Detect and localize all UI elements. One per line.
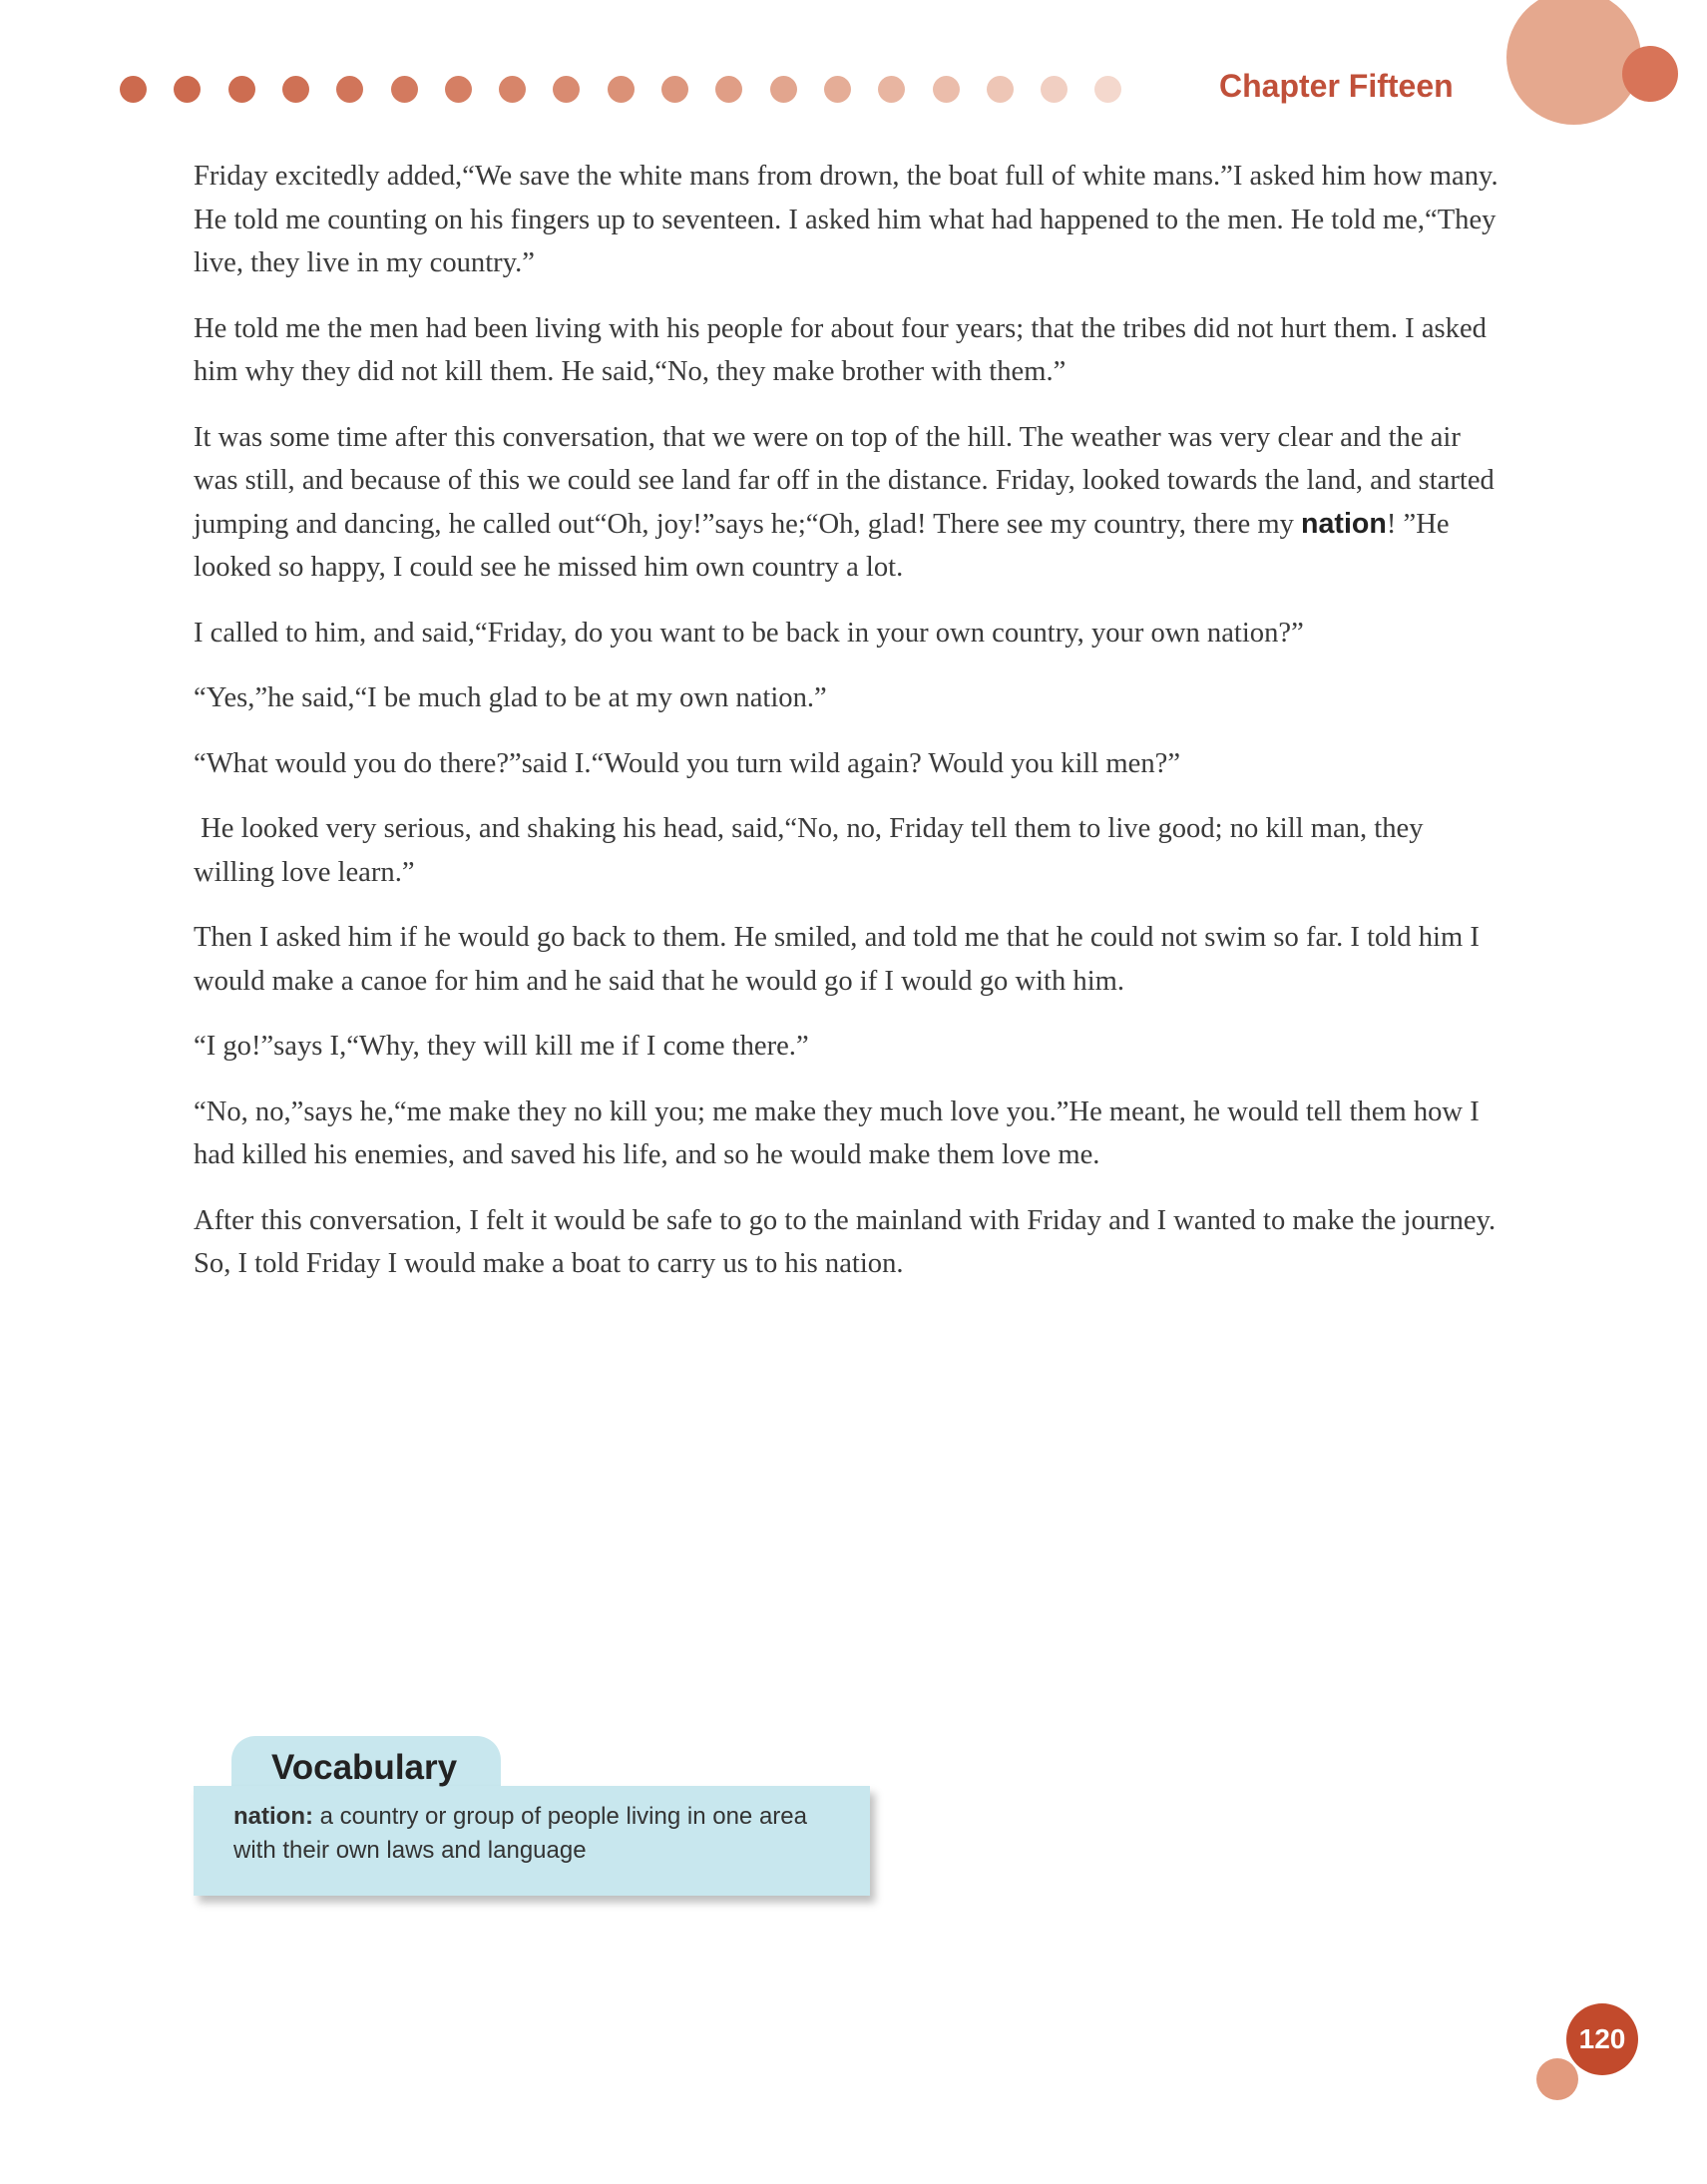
decorative-dot	[336, 76, 363, 103]
decorative-dot	[391, 76, 418, 103]
decorative-dot	[282, 76, 309, 103]
decorative-dot	[1041, 76, 1067, 103]
vocabulary-definition-text: a country or group of people living in one area with their own laws and language	[233, 1803, 807, 1864]
decorative-dot	[174, 76, 201, 103]
decorative-circle-footer	[1536, 2058, 1578, 2100]
paragraph: “No, no,”says he,“me make they no kill you; me make they much love you.”He meant, he would tell them how I had killed his enemies, and saved his life, and so he would make them love me.	[194, 1095, 1480, 1170]
paragraph: “I go!”says I,“Why, they will kill me if I come there.”	[194, 1031, 809, 1062]
decorative-dot	[553, 76, 580, 103]
paragraph: “What would you do there?”said I.“Would you turn wild again? Would you kill men?”	[194, 747, 1181, 779]
decorative-dot	[987, 76, 1014, 103]
decorative-dot	[878, 76, 905, 103]
page-number: 120	[1578, 2023, 1626, 2054]
decorative-dot	[1094, 76, 1121, 103]
decorative-dot	[661, 76, 688, 103]
chapter-title: Chapter Fifteen	[1219, 68, 1454, 104]
paragraph: After this conversation, I felt it would be safe to go to the mainland with Friday and I wanted to make the journey. So, I told Friday I would make a boat to carry us to his nation.	[194, 1204, 1496, 1279]
paragraph: I called to him, and said,“Friday, do you want to be back in your own country, your own nation?”	[194, 617, 1304, 649]
decorative-dot	[933, 76, 960, 103]
vocabulary-definition	[233, 1800, 832, 1868]
paragraph: Then I asked him if he would go back to them. He smiled, and told me that he could not swim so far. I told him I would make a canoe for him and he said that he would go if I would go with him.	[194, 922, 1480, 997]
paragraph-text: It was some time after this conversation, that we were on top of the hill. The weather was very clear and the air was still, and because of this we could see land far off in the distance. Friday, looked towards the land, and started jumping and dancing, he called out“Oh, joy!”says he;“Oh, glad! There see my country, there my	[194, 421, 1494, 540]
paragraph-text: ! ”He looked so happy, I could see he missed him own country a lot.	[194, 508, 1450, 583]
decorative-dot	[608, 76, 635, 103]
paragraph: He looked very serious, and shaking his head, said,“No, no, Friday tell them to live good; no kill man, they willing love learn.”	[194, 813, 1431, 888]
paragraph	[194, 416, 1510, 590]
decorative-circle-large	[1506, 0, 1641, 125]
decorative-dot	[120, 76, 147, 103]
story-text	[194, 155, 1510, 1308]
vocabulary-term: nation:	[233, 1803, 313, 1830]
decorative-dot	[499, 76, 526, 103]
paragraph: Friday excitedly added,“We save the white mans from drown, the boat full of white mans.”I asked him how many. He told me counting on his fingers up to seventeen. I asked him what had happened to the men. He told me,“They live, they live in my country.”	[194, 161, 1498, 278]
vocabulary-word-highlight: nation	[1301, 507, 1387, 540]
paragraph: “Yes,”he said,“I be much glad to be at my own nation.”	[194, 682, 827, 713]
decorative-dot	[824, 76, 851, 103]
page-number-badge	[1566, 2003, 1638, 2075]
paragraph: He told me the men had been living with his people for about four years; that the tribes did not hurt them. I asked him why they did not kill them. He said,“No, they make brother with them.”	[194, 312, 1487, 387]
decorative-dot	[715, 76, 742, 103]
decorative-circle-small	[1622, 46, 1678, 102]
decorative-dot	[445, 76, 472, 103]
decorative-dot	[770, 76, 797, 103]
decorative-dot	[228, 76, 255, 103]
vocabulary-title: Vocabulary	[271, 1748, 458, 1787]
